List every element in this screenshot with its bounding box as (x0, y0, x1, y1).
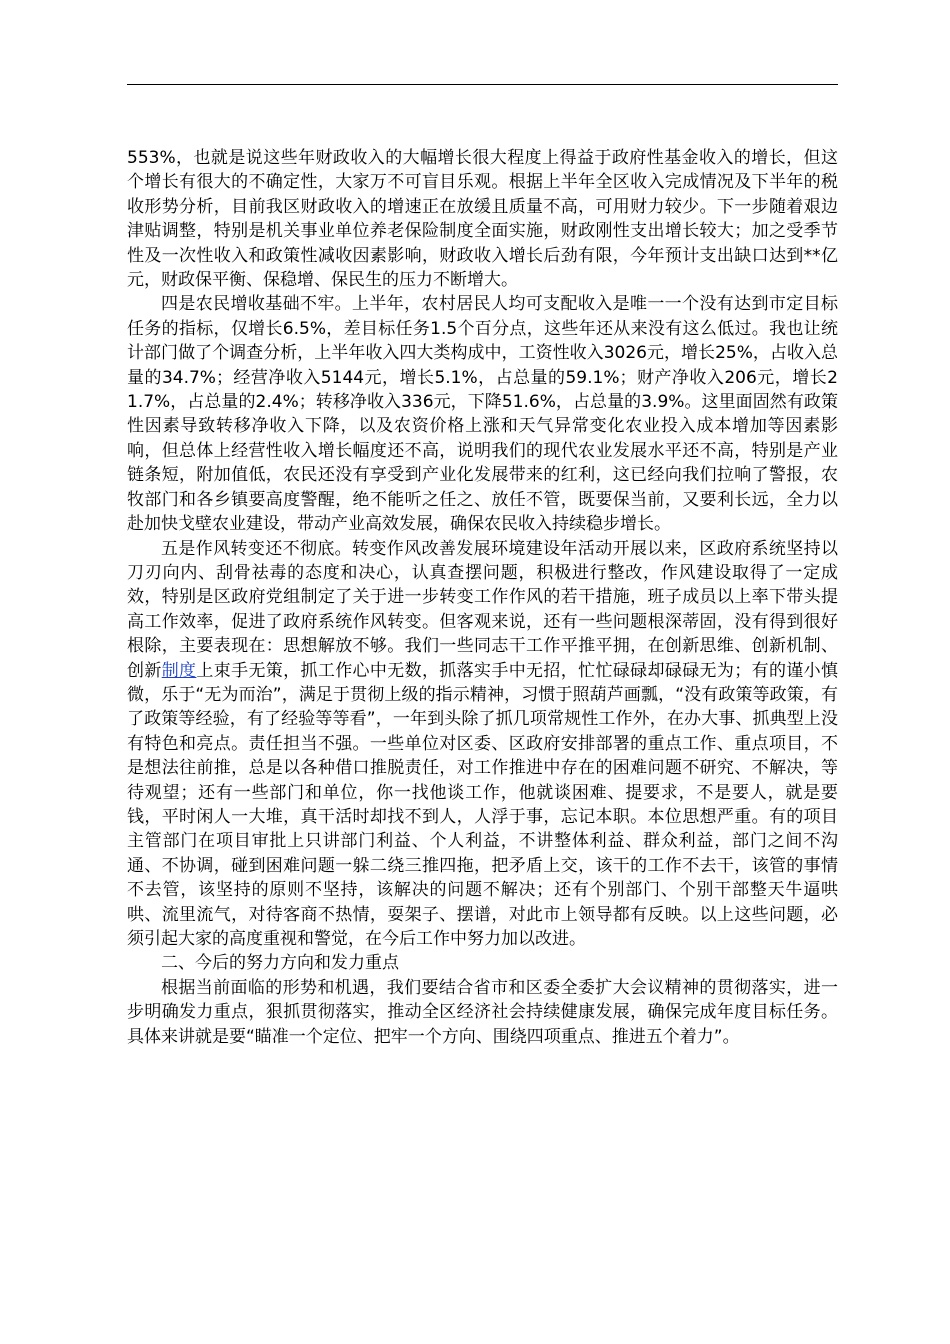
section-heading-future-direction: 二、今后的努力方向和发力重点 (161, 953, 399, 974)
paragraph-future-plan: 根据当前面临的形势和机遇，我们要结合省市和区委全委扩大会议精神的贯彻落实，进一步明确发力重点，狠抓贯彻落实，推动全区经济社会持续健康发展，确保完成年度目标任务。具体来讲就是要“瞄准一个定位、把牢一个方向、围绕四项重点、推进五个着力”。 (127, 977, 838, 1047)
system-link[interactable]: 制度 (161, 660, 197, 681)
paragraph-work-style-text-before: 五是作风转变还不彻底。转变作风改善发展环境建设年活动开展以来，区政府系统坚持以刀刃向内、刮骨祛毒的态度和决心，认真查摆问题，积极进行整改，作风建设取得了一定成效，特别是区政府党组制定了关于进一步转变工作作风的若干措施，班子成员以上率下带头提高工作效率，促进了政府系统作风转变。但客观来说，还有一些问题根深蒂固，没有得到很好根除，主要表现在：思想解放不够。我们一些同志干工作平推平拥，在创新思维、创新机制、创新 (127, 538, 838, 681)
paragraph-farmer-income: 四是农民增收基础不牢。上半年，农村居民人均可支配收入是唯一一个没有达到市定目标任务的指标，仅增长6.5%，差目标任务1.5个百分点，这些年还从来没有这么低过。我也让统计部门做了个调查分析，上半年收入四大类构成中，工资性收入3026元，增长25%，占收入总量的34.7%；经营净收入5144元，增长5.1%，占总量的59.1%；财产净收入206元，增长21.7%，占总量的2.4%；转移净收入336元，下降51.6%，占总量的3.9%。这里面固然有政策性因素导致转移净收入下降，以及农资价格上涨和天气异常变化农业投入成本增加等因素影响，但总体上经营性收入增长幅度还不高，说明我们的现代农业发展水平还不高，特别是产业链条短，附加值低，农民还没有享受到产业化发展带来的红利，这已经向我们拉响了警报，农牧部门和各乡镇要高度警醒，绝不能听之任之、放任不管，既要保当前，又要利长远，全力以赴加快戈壁农业建设，带动产业高效发展，确保农民收入持续稳步增长。 (127, 294, 838, 535)
paragraph-work-style (127, 537, 838, 952)
paragraph-work-style-text-after: 上束手无策，抓工作心中无数，抓落实手中无招，忙忙碌碌却碌碌无为；有的谨小慎微，乐于“无为而治”，满足于贯彻上级的指示精神，习惯于照葫芦画瓢，“没有政策等政策，有了政策等经验，有了经验等等看”，一年到头除了抓几项常规性工作外，在办大事、抓典型上没有特色和亮点。责任担当不强。一些单位对区委、区政府安排部署的重点工作、重点项目，不是想法往前推，总是以各种借口推脱责任，对工作推进中存在的困难问题不研究、不解决，等待观望；还有一些部门和单位，你一找他谈工作，他就谈困难、提要求，不是要人，就是要钱，平时闲人一大堆，真干活时却找不到人，人浮于事，忘记本职。本位思想严重。有的项目主管部门在项目审批上只讲部门利益、个人利益，不讲整体利益、群众利益，部门之间不沟通、不协调，碰到困难问题一躲二绕三推四拖，把矛盾上交，该干的工作不去干，该管的事情不去管，该坚持的原则不坚持，该解决的问题不解决；还有个别部门、个别干部整天牛逼哄哄、流里流气，对待客商不热情，耍架子、摆谱，对此市上领导都有反映。以上这些问题，必须引起大家的高度重视和警觉，在今后工作中努力加以改进。 (127, 660, 839, 949)
paragraph-fiscal-revenue: 553%，也就是说这些年财政收入的大幅增长很大程度上得益于政府性基金收入的增长，但这个增长有很大的不确定性，大家万不可盲目乐观。根据上半年全区收入完成情况及下半年的税收形势分析，目前我区财政收入的增速正在放缓且质量不高，可用财力较少。下一步随着艰边津贴调整，特别是机关事业单位养老保险制度全面实施，财政刚性支出增长较大；加之受季节性及一次性收入和政策性减收因素影响，财政收入增长后劲有限，今年预计支出缺口达到**亿元，财政保平衡、保稳增、保民生的压力不断增大。 (127, 148, 838, 291)
header-rule (127, 84, 838, 85)
document-body (127, 146, 838, 1049)
